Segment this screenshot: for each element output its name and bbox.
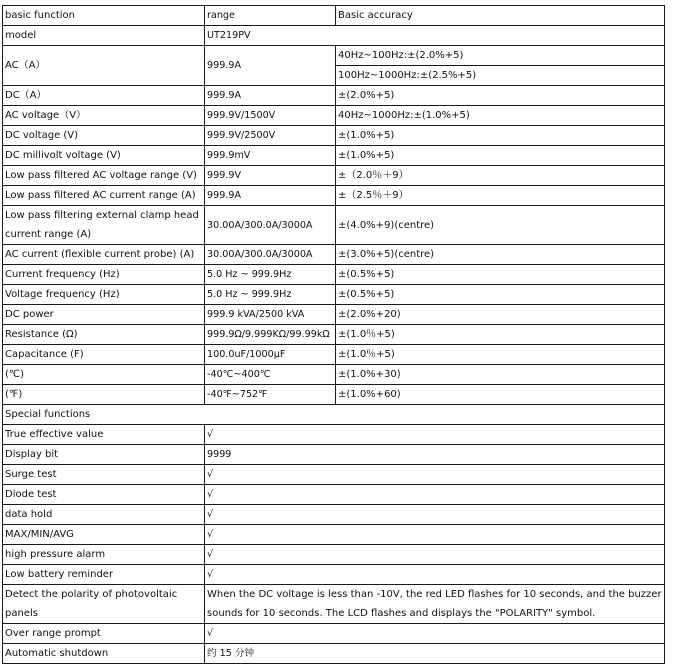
special-function: Display bit	[3, 445, 205, 465]
spec-function: Low pass filtered AC current range (A)	[3, 186, 205, 206]
header-accuracy: Basic accuracy	[336, 6, 665, 26]
spec-row	[3, 385, 665, 405]
special-row	[3, 465, 665, 485]
spec-accuracy: ±(3.0%+5)(centre)	[336, 245, 665, 265]
model-row	[3, 26, 665, 46]
spec-row	[3, 305, 665, 325]
polarity-function: Detect the polarity of photovoltaic panels	[3, 585, 205, 624]
spec-function: DC voltage (V)	[3, 126, 205, 146]
special-value: √	[205, 565, 665, 585]
spec-table-body	[3, 6, 665, 664]
special-value: √	[205, 545, 665, 565]
special-row	[3, 565, 665, 585]
spec-row	[3, 186, 665, 206]
spec-accuracy: ±(1.0%+5)	[336, 126, 665, 146]
spec-accuracy: ±(0.5%+5)	[336, 265, 665, 285]
shutdown-function: Automatic shutdown	[3, 644, 205, 664]
special-function: Low battery reminder	[3, 565, 205, 585]
special-value: √	[205, 425, 665, 445]
header-row	[3, 6, 665, 26]
special-row	[3, 525, 665, 545]
spec-range: 999.9V/1500V	[205, 106, 336, 126]
spec-function: DC（A）	[3, 86, 205, 106]
special-function: Surge test	[3, 465, 205, 485]
spec-row	[3, 285, 665, 305]
spec-range: -40℃~400℃	[205, 365, 336, 385]
spec-table	[2, 5, 665, 664]
spec-function: Capacitance (F)	[3, 345, 205, 365]
special-row	[3, 505, 665, 525]
header-range: range	[205, 6, 336, 26]
spec-range: 100.0uF/1000µF	[205, 345, 336, 365]
spec-function: Low pass filtering external clamp head current range (A)	[3, 206, 205, 245]
spec-row	[3, 146, 665, 166]
special-heading-row	[3, 405, 665, 425]
spec-range: 999.9A	[205, 186, 336, 206]
special-row	[3, 485, 665, 505]
special-function: Diode test	[3, 485, 205, 505]
spec-range: 30.00A/300.0A/3000A	[205, 245, 336, 265]
spec-range: 999.9mV	[205, 146, 336, 166]
special-function: MAX/MIN/AVG	[3, 525, 205, 545]
special-value: √	[205, 465, 665, 485]
model-value: UT219PV	[205, 26, 665, 46]
special-row	[3, 545, 665, 565]
shutdown-value: 约 15 分钟	[205, 644, 665, 664]
polarity-row	[3, 585, 665, 624]
spec-range: 999.9V/2500V	[205, 126, 336, 146]
spec-range: 999.9V	[205, 166, 336, 186]
spec-row	[3, 265, 665, 285]
spec-function: (℉)	[3, 385, 205, 405]
spec-row	[3, 245, 665, 265]
over-range-row	[3, 624, 665, 644]
ac-current-label: AC（A）	[3, 46, 205, 86]
spec-function: Resistance (Ω)	[3, 325, 205, 345]
spec-accuracy: ±(2.0%+5)	[336, 86, 665, 106]
spec-accuracy: ±（2.0％＋9）	[336, 166, 665, 186]
spec-accuracy: ±(1.0%+30)	[336, 365, 665, 385]
spec-accuracy: 40Hz~1000Hz:±(1.0%+5)	[336, 106, 665, 126]
header-function: basic function	[3, 6, 205, 26]
special-function: True effective value	[3, 425, 205, 445]
spec-range: 30.00A/300.0A/3000A	[205, 206, 336, 245]
spec-function: DC millivolt voltage (V)	[3, 146, 205, 166]
special-row	[3, 445, 665, 465]
spec-row	[3, 365, 665, 385]
ac-current-accuracy-high: 100Hz~1000Hz:±(2.5%+5)	[336, 66, 665, 86]
ac-current-row	[3, 46, 665, 66]
special-functions-heading: Special functions	[3, 405, 665, 425]
spec-range: 999.9 kVA/2500 kVA	[205, 305, 336, 325]
spec-accuracy: ±(1.0%+60)	[336, 385, 665, 405]
spec-row	[3, 206, 665, 245]
special-function: data hold	[3, 505, 205, 525]
spec-accuracy: ±(1.0％+5)	[336, 345, 665, 365]
spec-row	[3, 166, 665, 186]
spec-function: Current frequency (Hz)	[3, 265, 205, 285]
spec-range: 5.0 Hz ~ 999.9Hz	[205, 285, 336, 305]
spec-range: 5.0 Hz ~ 999.9Hz	[205, 265, 336, 285]
spec-row	[3, 126, 665, 146]
special-value: √	[205, 485, 665, 505]
spec-function: Voltage frequency (Hz)	[3, 285, 205, 305]
spec-range: 999.9Ω/9.999KΩ/99.99kΩ	[205, 325, 336, 345]
spec-row	[3, 325, 665, 345]
ac-current-accuracy-low: 40Hz~100Hz:±(2.0%+5)	[336, 46, 665, 66]
spec-accuracy: ±(2.0%+20)	[336, 305, 665, 325]
shutdown-row	[3, 644, 665, 664]
spec-accuracy: ±(1.0%+5)	[336, 146, 665, 166]
spec-range: -40℉~752℉	[205, 385, 336, 405]
ac-current-range: 999.9A	[205, 46, 336, 86]
spec-row	[3, 86, 665, 106]
special-function: high pressure alarm	[3, 545, 205, 565]
spec-accuracy: ±(4.0%+9)(centre)	[336, 206, 665, 245]
spec-function: (℃)	[3, 365, 205, 385]
spec-function: DC power	[3, 305, 205, 325]
polarity-value: When the DC voltage is less than -10V, the red LED flashes for 10 seconds, and the buzzer sounds for 10 seconds. The LCD flashes and displays the "POLARITY" symbol.	[205, 585, 665, 624]
special-value: 9999	[205, 445, 665, 465]
special-value: √	[205, 505, 665, 525]
special-value: √	[205, 525, 665, 545]
spec-row	[3, 106, 665, 126]
special-row	[3, 425, 665, 445]
spec-accuracy: ±（2.5％＋9）	[336, 186, 665, 206]
over-range-value: √	[205, 624, 665, 644]
spec-function: AC voltage（V）	[3, 106, 205, 126]
spec-accuracy: ±(0.5%+5)	[336, 285, 665, 305]
spec-accuracy: ±(1.0％+5)	[336, 325, 665, 345]
spec-row	[3, 345, 665, 365]
model-label: model	[3, 26, 205, 46]
spec-function: AC current (flexible current probe) (A)	[3, 245, 205, 265]
spec-range: 999.9A	[205, 86, 336, 106]
over-range-function: Over range prompt	[3, 624, 205, 644]
spec-function: Low pass filtered AC voltage range (V)	[3, 166, 205, 186]
